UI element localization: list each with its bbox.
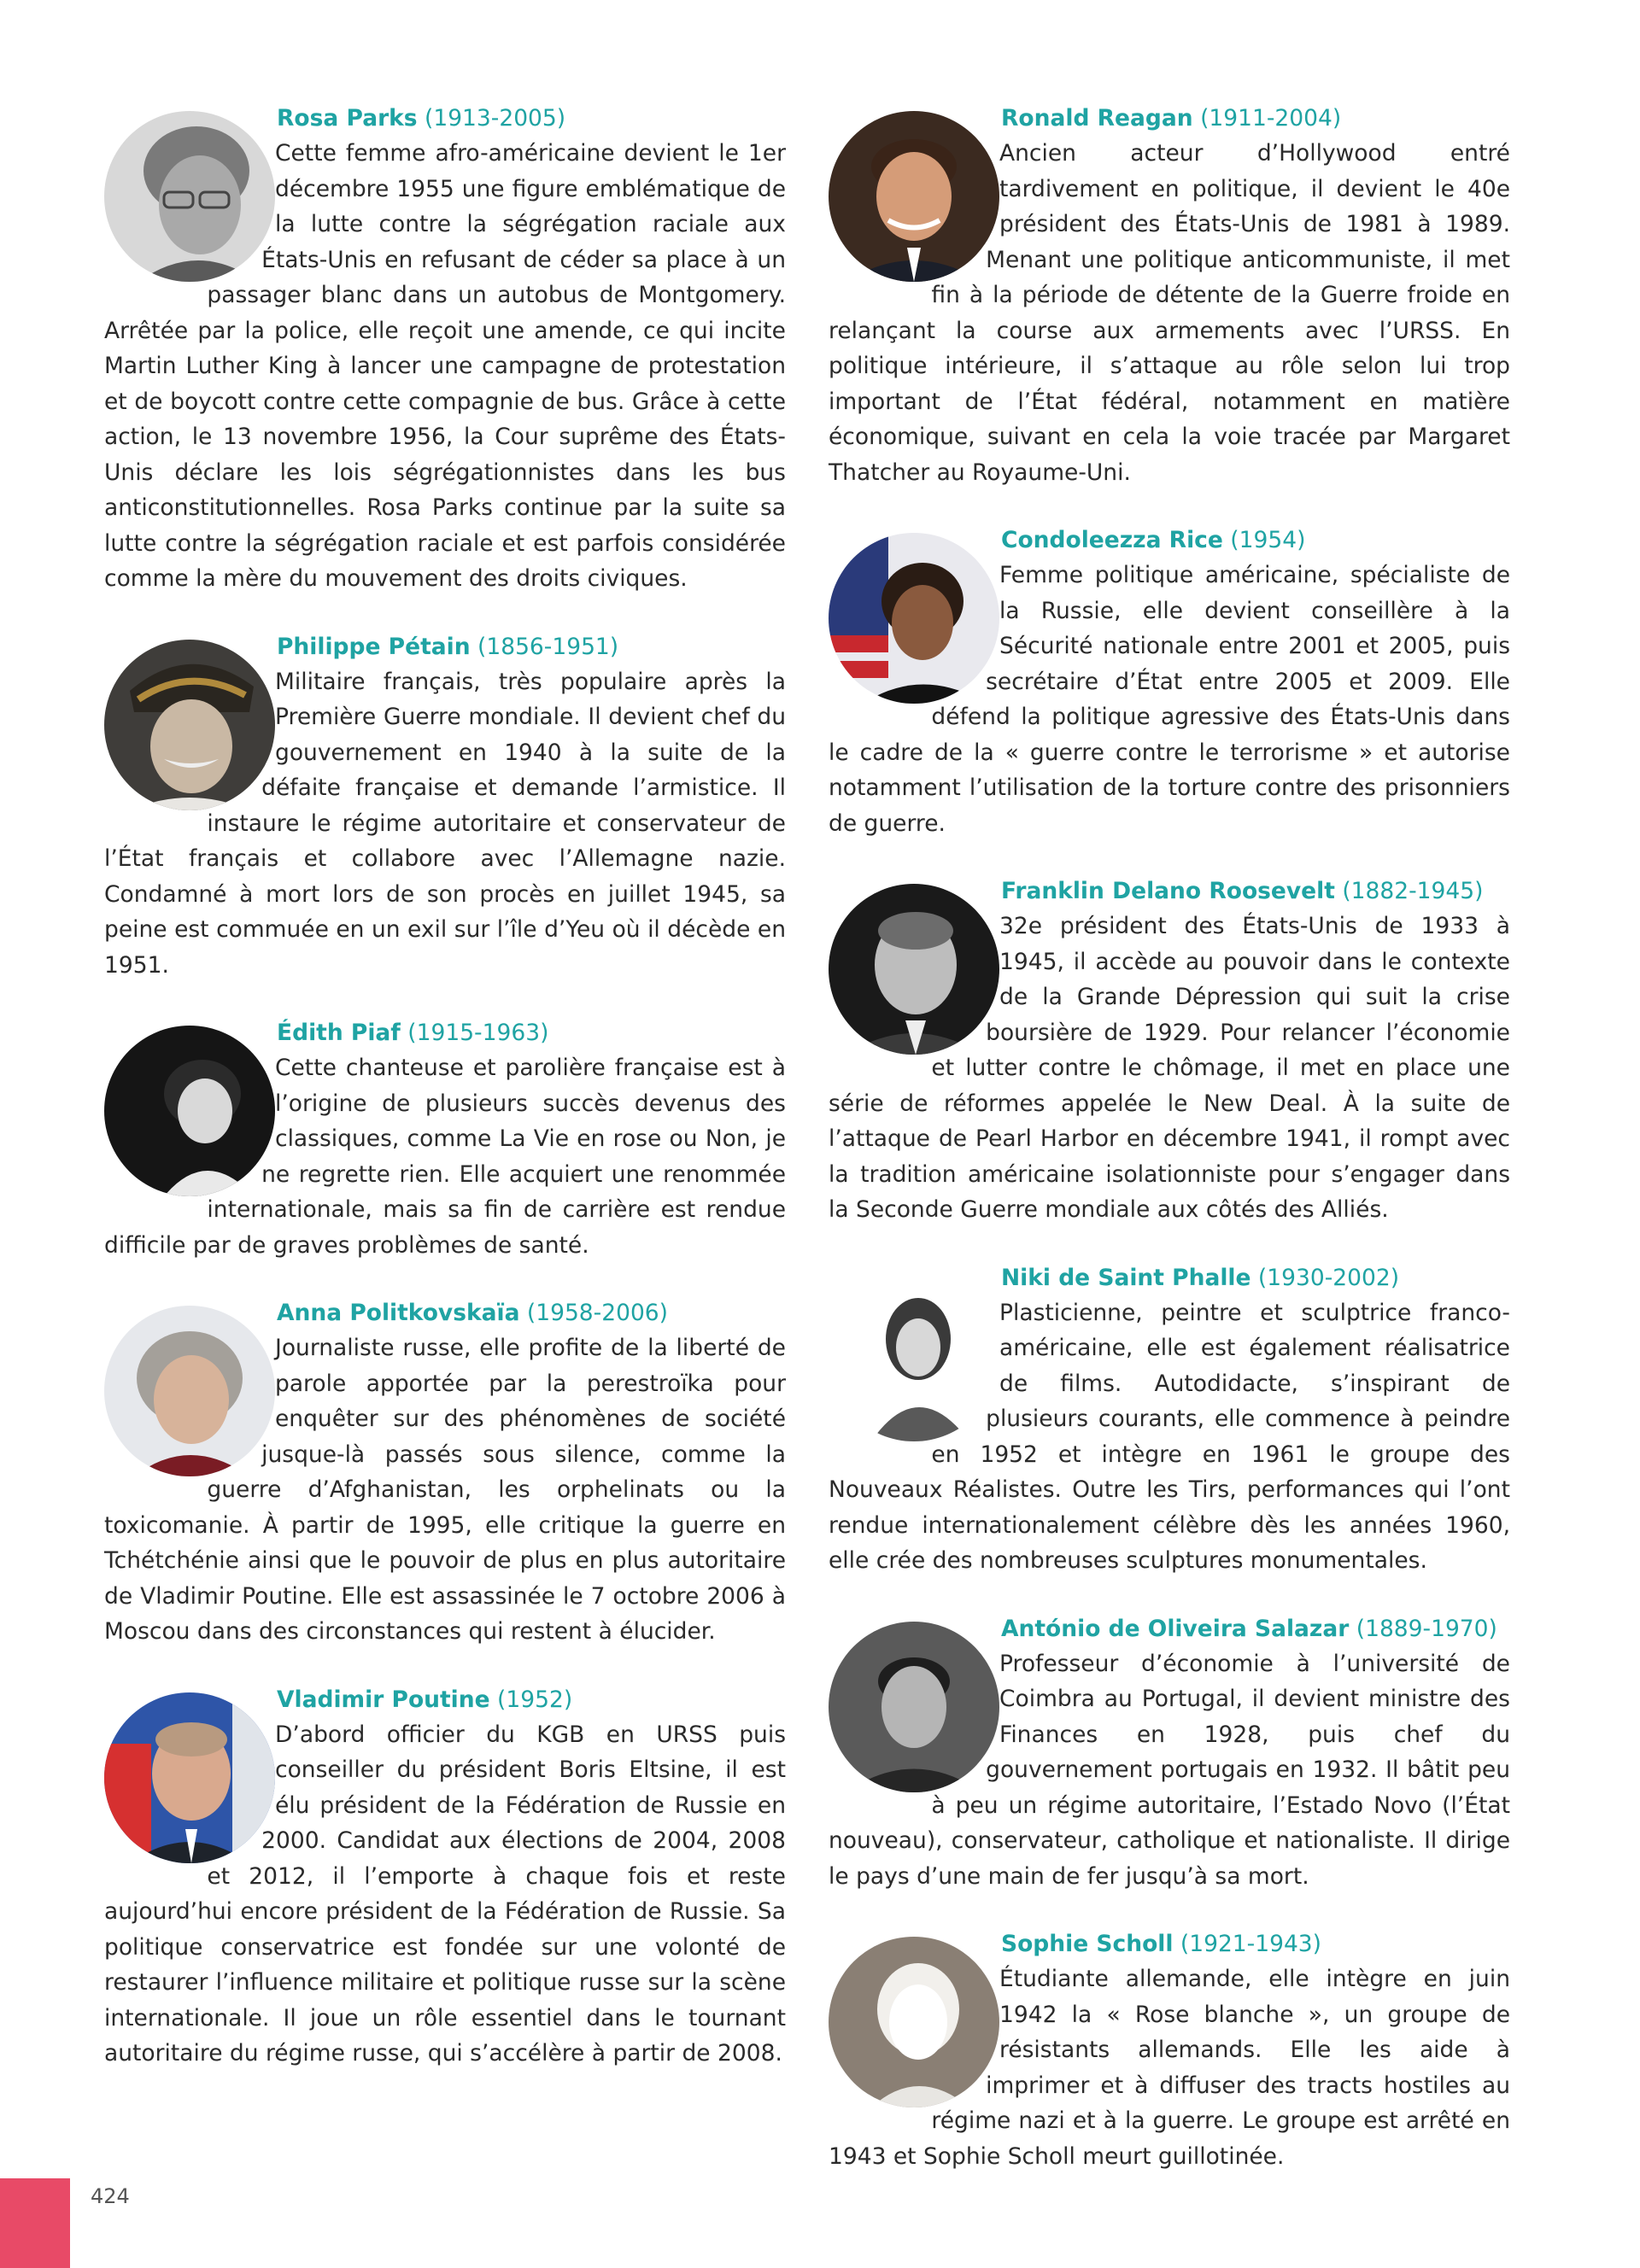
bio-niki-de-saint-phalle [829,1260,1510,1579]
bio-name: Vladimir Poutine [277,1686,490,1713]
bio-philippe-petain [104,629,786,984]
bio-text: 32e président des États-Unis de 1933 à 1945, il accède au pouvoir dans le contexte de la Grande Dépression qui suit la crise boursière de 1929. Pour relancer l’économie et lutter contre le chômage, il met en place une série de réformes appelée le New Deal. À la suite de l’attaque de Pearl Harbor en décembre 1941, il rompt avec la tradition américaine isolationniste pour s’engager dans la Seconde Guerre mondiale aux côtés des Alliés. [829,913,1510,1223]
bio-name: Rosa Parks [277,105,418,132]
bio-sophie-scholl [829,1926,1510,2174]
portrait-philippe-petain [104,640,275,810]
bio-name: António de Oliveira Salazar [1001,1615,1350,1642]
page-number: 424 [91,2184,130,2208]
bio-text: Plasticienne, peintre et sculptrice franco-américaine, elle est également réalisatrice de films. Autodidacte, s’inspirant de plusieurs courants, elle commence à peindre en 1952 et intègre en 1961 le groupe des Nouveaux Réalistes. Outre les Tirs, performances qui l’ont rendue internationalement célèbre dès les années 1960, elle crée des nombreuses sculptures monumentales. [829,1299,1510,1574]
bio-ronald-reagan [829,101,1510,490]
portrait-rosa-parks [104,111,275,282]
portrait-vladimir-poutine [104,1692,275,1863]
bio-name: Niki de Saint Phalle [1001,1264,1251,1291]
bio-condoleezza-rice [829,523,1510,841]
bio-edith-piaf [104,1015,786,1263]
bio-text: Ancien acteur d’Hollywood entré tardivement en politique, il devient le 40e président des États-Unis de 1981 à 1989. Menant une politique anticommuniste, il met fin à la période de détente de la Guerre froide en relançant la course aux armements avec l’URSS. En politique intérieure, il s’attaque au rôle selon lui trop important de l’État fédéral, notamment en matière économique, suivant en cela la voie tracée par Margaret Thatcher au Royaume-Uni. [829,140,1510,486]
bio-anna-politkovskaia [104,1295,786,1650]
bio-text: Cette femme afro-américaine devient le 1er décembre 1955 une figure emblématique de la lutte contre la ségrégation raciale aux États-Unis en refusant de céder sa place à un passager blanc dans un autobus de Montgomery. Arrêtée par la police, elle reçoit une amende, ce qui incite Martin Luther King à lancer une campagne de protestation et de boycott contre cette compagnie de bus. Grâce à cette action, le 13 novembre 1956, la Cour suprême des États-Unis déclare les lois ségrégationnistes dans les bus anticonstitutionnelles. Rosa Parks continue par la suite sa lutte contre la ségrégation raciale et est parfois considérée comme la mère du mouvement des droits civiques. [104,140,786,592]
bio-dates: (1954) [1230,527,1306,553]
bio-text: Professeur d’économie à l’université de Coimbra au Portugal, il devient ministre des Finances en 1928, puis chef du gouvernement portugais en 1932. Il bâtit peu à peu un régime autoritaire, l’Estado Novo (l’État nouveau), conservateur, catholique et nationaliste. Il dirige le pays d’une main de fer jusqu’à sa mort. [829,1650,1510,1890]
bio-dates: (1915-1963) [407,1020,549,1046]
right-column [829,101,1510,2207]
portrait-niki-de-saint-phalle [829,1271,999,1441]
left-column [104,101,786,2104]
bio-dates: (1930-2002) [1257,1264,1400,1291]
portrait-edith-piaf [104,1026,275,1196]
bio-vladimir-poutine [104,1682,786,2072]
bio-text: D’abord officier du KGB en URSS puis conseiller du président Boris Eltsine, il est élu président de la Fédération de Russie en 2000. Candidat aux élections de 2004, 2008 et 2012, il l’emporte à chaque fois et reste aujourd’hui encore président de la Fédération de Russie. Sa politique conservatrice est fondée sur une volonté de restaurer l’influence militaire et politique russe sur la scène internationale. Il joue un rôle essentiel dans le tournant autoritaire du régime russe, qui s’accélère à partir de 2008. [104,1721,786,2066]
bio-name: Franklin Delano Roosevelt [1001,878,1335,904]
bio-text: Militaire français, très populaire après la Première Guerre mondiale. Il devient chef du gouvernement en 1940 à la suite de la défaite française et demande l’armistice. Il instaure le régime autoritaire et conservateur de l’État français et collabore avec l’Allemagne nazie. Condamné à mort lors de son procès en juillet 1945, sa peine est commuée en un exil sur l’île d’Yeu où il décède en 1951. [104,668,786,979]
bio-text: Étudiante allemande, elle intègre en juin 1942 la « Rose blanche », un groupe de résistants allemands. Elle les aide à imprimer et à diffuser des tracts hostiles au régime nazi et à la guerre. Le groupe est arrêté en 1943 et Sophie Scholl meurt guillotinée. [829,1966,1510,2170]
portrait-anna-politkovskaia [104,1306,275,1476]
bio-antonio-salazar [829,1611,1510,1895]
bio-franklin-roosevelt [829,874,1510,1228]
bio-name: Sophie Scholl [1001,1931,1174,1957]
bio-name: Anna Politkovskaïa [277,1300,520,1326]
portrait-antonio-salazar [829,1622,999,1792]
bio-rosa-parks [104,101,786,597]
bio-dates: (1856-1951) [477,633,619,660]
portrait-ronald-reagan [829,111,999,282]
bio-dates: (1958-2006) [526,1300,669,1326]
bio-name: Ronald Reagan [1001,105,1193,132]
bio-dates: (1913-2005) [425,105,566,132]
bio-text: Journaliste russe, elle profite de la liberté de parole apportée par la perestroïka pour enquêter sur des phénomènes de société jusque-là passés sous silence, comme la guerre d’Afghanistan, les orphelinats ou la toxicomanie. À partir de 1995, elle critique la guerre en Tchétchénie ainsi que le pouvoir de plus en plus autoritaire de Vladimir Poutine. Elle est assassinée le 7 octobre 2006 à Moscou dans des circonstances qui restent à élucider. [104,1335,786,1645]
bio-dates: (1952) [497,1686,573,1713]
bio-dates: (1882-1945) [1342,878,1484,904]
bio-name: Philippe Pétain [277,633,471,660]
bio-name: Édith Piaf [277,1020,401,1046]
portrait-condoleezza-rice [829,533,999,704]
portrait-franklin-roosevelt [829,884,999,1055]
bio-dates: (1889-1970) [1356,1615,1497,1642]
portrait-sophie-scholl [829,1937,999,2107]
bio-text: Femme politique américaine, spécialiste de la Russie, elle devient conseillère à la Sécurité nationale entre 2001 et 2005, puis secrétaire d’État entre 2005 et 2009. Elle défend la politique agressive des États-Unis dans le cadre de la « guerre contre le terrorisme » et autorise notamment l’utilisation de la torture contre des prisonniers de guerre. [829,562,1510,837]
bio-dates: (1911-2004) [1200,105,1342,132]
bio-text: Cette chanteuse et parolière française est à l’origine de plusieurs succès devenus des classiques, comme La Vie en rose ou Non, je ne regrette rien. Elle acquiert une renommée internationale, mais sa fin de carrière est rendue difficile par de graves problèmes de santé. [104,1055,786,1259]
page-tab [0,2178,70,2268]
bio-name: Condoleezza Rice [1001,527,1223,553]
bio-dates: (1921-1943) [1180,1931,1322,1957]
